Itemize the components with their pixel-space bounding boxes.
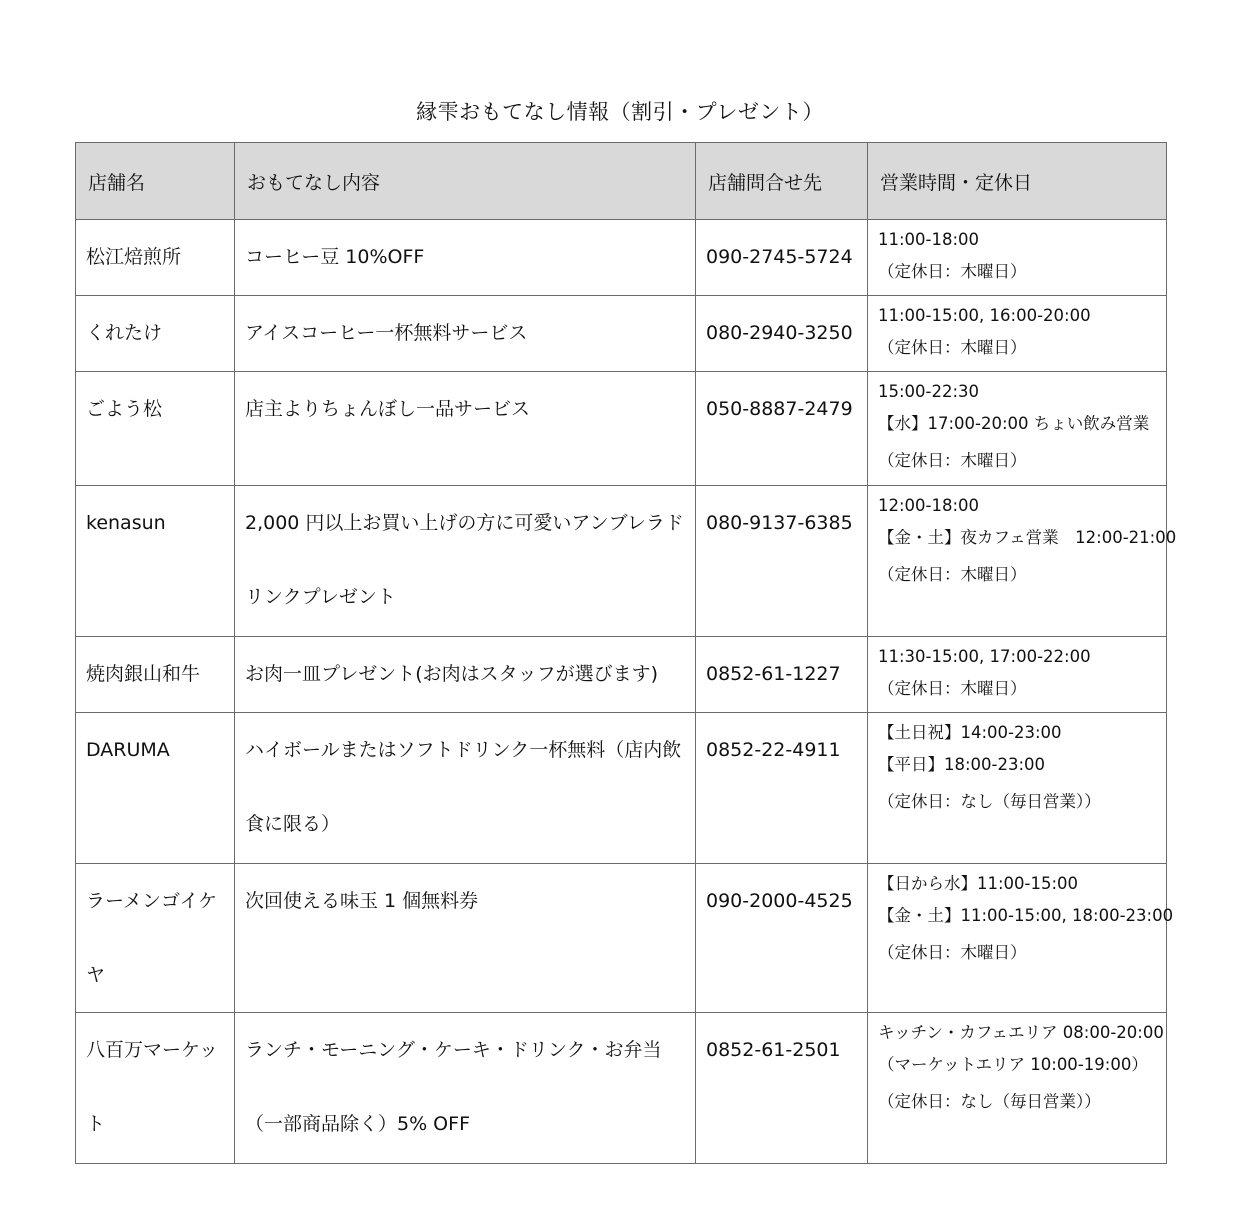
hours-line: 11:30-15:00, 17:00-22:00 [878, 647, 1091, 666]
offer-text: ハイボールまたはソフトドリンク一杯無料（店内飲食に限る） [235, 713, 696, 864]
hours-cell [868, 713, 1167, 864]
phone-number: 080-2940-3250 [696, 296, 868, 372]
hours-cell [868, 864, 1174, 1013]
offer-text: ランチ・モーニング・ケーキ・ドリンク・お弁当（一部商品除く）5% OFF [235, 1013, 696, 1164]
hours-line: 【平日】18:00-23:00 [878, 755, 1046, 774]
hours-line: 11:00-18:00 [878, 230, 980, 249]
hours-line: 【金・土】11:00-15:00, 18:00-23:00 [878, 906, 1174, 925]
hours-line: 11:00-15:00, 16:00-20:00 [878, 306, 1091, 325]
store-name: くれたけ [76, 296, 235, 372]
phone-number: 050-8887-2479 [696, 372, 868, 486]
store-name: ラーメンゴイケヤ [76, 864, 235, 1013]
offer-text: コーヒー豆 10%OFF [235, 220, 696, 296]
table-row [76, 713, 1167, 864]
store-name: kenasun [76, 486, 235, 637]
offer-text: お肉一皿プレゼント(お肉はスタッフが選びます) [235, 637, 696, 713]
offer-text: 店主よりちょんぼし一品サービス [235, 372, 696, 486]
offer-text: アイスコーヒー一杯無料サービス [235, 296, 696, 372]
store-name: 松江焙煎所 [76, 220, 235, 296]
table-row [76, 486, 1167, 637]
hours-cell [868, 637, 1167, 713]
table-header-row [76, 143, 1167, 220]
hours-cell [868, 296, 1167, 372]
hours-line: 【日から水】11:00-15:00 [878, 874, 1079, 893]
header-store-name: 店舗名 [76, 143, 235, 220]
hours-cell [868, 220, 1167, 296]
offer-text: 次回使える味玉 1 個無料券 [235, 864, 696, 1013]
header-contact: 店舗問合せ先 [696, 143, 868, 220]
table-row [76, 372, 1167, 486]
hours-line: 【金・土】夜カフェ営業 12:00-21:00 [878, 528, 1177, 547]
hours-line: 【土日祝】14:00-23:00 [878, 723, 1062, 742]
hours-line: キッチン・カフェエリア 08:00-20:00 [878, 1023, 1164, 1042]
document-title: 縁雫おもてなし情報（割引・プレゼント） [416, 100, 824, 124]
phone-number: 090-2745-5724 [696, 220, 868, 296]
header-hours: 営業時間・定休日 [868, 143, 1167, 220]
offer-text: 2,000 円以上お買い上げの方に可愛いアンブレラドリンクプレゼント [235, 486, 696, 637]
hours-line: （定休日：なし（毎日営業）） [878, 792, 1101, 811]
table-row [76, 637, 1167, 713]
hours-line: （定休日：なし（毎日営業）） [878, 1092, 1101, 1111]
hours-line: （定休日：木曜日） [878, 565, 1027, 584]
hours-line: （定休日：木曜日） [878, 262, 1027, 281]
phone-number: 0852-61-1227 [696, 637, 868, 713]
hours-cell [868, 486, 1177, 637]
table-row [76, 864, 1167, 1013]
store-name: 焼肉銀山和牛 [76, 637, 235, 713]
hospitality-table [75, 142, 1177, 1164]
store-name: 八百万マーケット [76, 1013, 235, 1164]
hours-line: （マーケットエリア 10:00-19:00） [878, 1055, 1148, 1074]
phone-number: 0852-61-2501 [696, 1013, 868, 1164]
header-offer: おもてなし内容 [235, 143, 696, 220]
hours-line: （定休日：木曜日） [878, 338, 1027, 357]
hours-line: 15:00-22:30 [878, 382, 980, 401]
store-name: ごよう松 [76, 372, 235, 486]
table-row [76, 1013, 1167, 1164]
hours-cell [868, 1013, 1167, 1164]
table-row [76, 296, 1167, 372]
hours-line: （定休日：木曜日） [878, 679, 1027, 698]
phone-number: 090-2000-4525 [696, 864, 868, 1013]
table-row [76, 220, 1167, 296]
phone-number: 0852-22-4911 [696, 713, 868, 864]
phone-number: 080-9137-6385 [696, 486, 868, 637]
hours-line: （定休日：木曜日） [878, 451, 1027, 470]
hours-line: （定休日：木曜日） [878, 943, 1027, 962]
hours-line: 【水】17:00-20:00 ちょい飲み営業 [878, 414, 1150, 433]
store-name: DARUMA [76, 713, 235, 864]
hours-line: 12:00-18:00 [878, 496, 980, 515]
hours-cell [868, 372, 1167, 486]
